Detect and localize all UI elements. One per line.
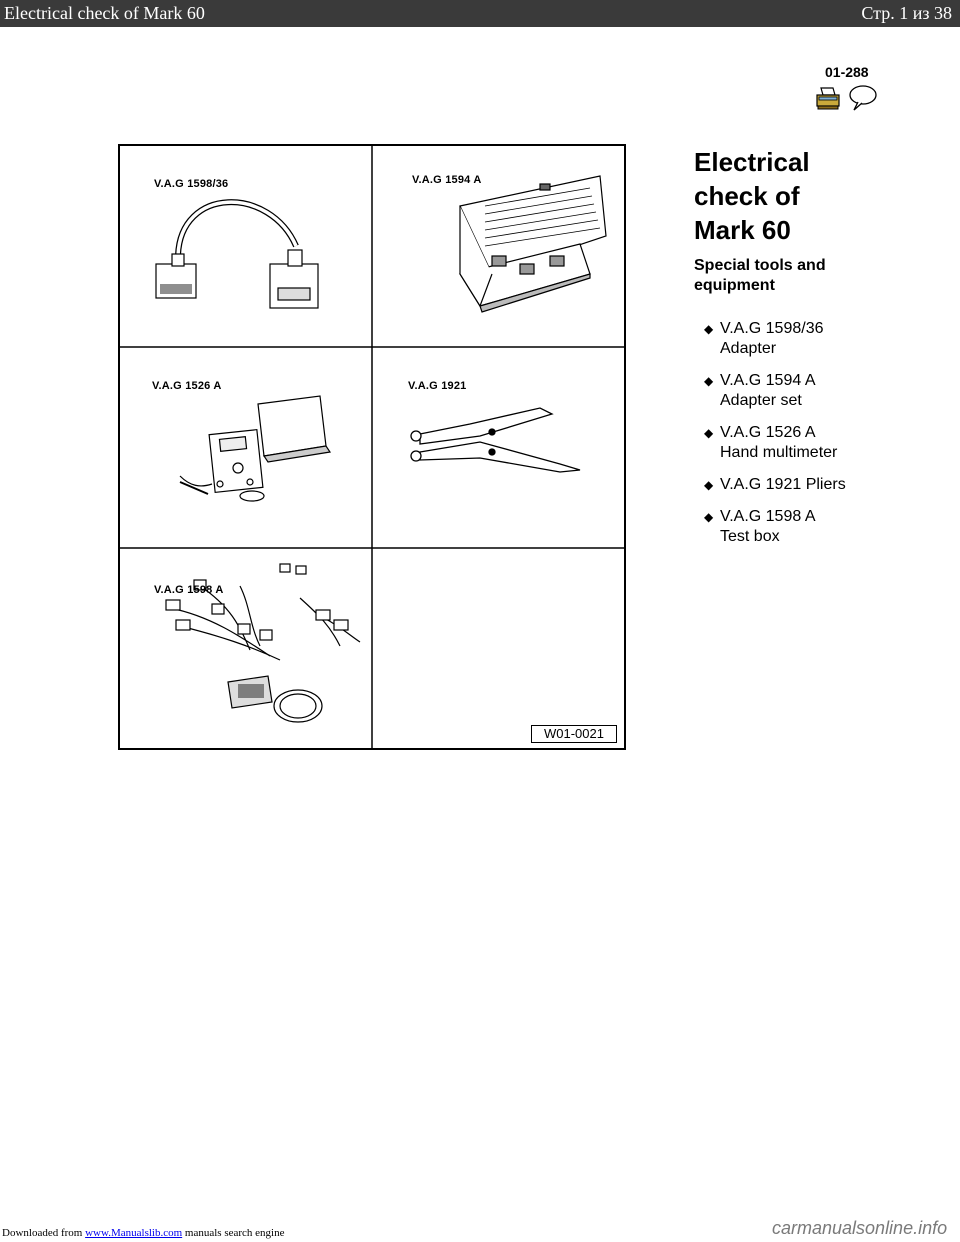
list-item: ◆ V.A.G 1594 A Adapter set — [704, 372, 816, 409]
diamond-bullet-icon: ◆ — [704, 322, 714, 336]
tools-list — [704, 319, 904, 559]
page-indicator: Стр. 1 из 38 — [861, 3, 952, 23]
multimeter-drawing — [180, 396, 330, 501]
figure-label: V.A.G 1526 A — [152, 380, 222, 392]
section-heading: Special tools and equipment — [694, 257, 826, 294]
list-item: ◆ V.A.G 1598 A Test box — [704, 508, 816, 545]
diamond-bullet-icon: ◆ — [704, 426, 714, 440]
diamond-bullet-icon: ◆ — [704, 478, 714, 492]
adapter-cable-drawing — [156, 202, 318, 308]
title-bar — [0, 0, 960, 27]
figure-label: V.A.G 1594 A — [412, 174, 482, 186]
page-code: 01-288 — [825, 64, 869, 80]
download-footer: Downloaded from www.Manualslib.com manuals search engine — [2, 1227, 285, 1239]
manualslib-link[interactable]: www.Manualslib.com — [85, 1227, 183, 1239]
tools-illustration — [120, 146, 624, 748]
figure-label: V.A.G 1598 A — [154, 584, 224, 596]
page-title: Electrical check of Mark 60 — [694, 147, 810, 245]
printer-icon[interactable] — [815, 86, 841, 110]
figure-label: V.A.G 1921 — [408, 380, 467, 392]
window-title: Electrical check of Mark 60 — [4, 3, 205, 23]
list-item: ◆ V.A.G 1526 A Hand multimeter — [704, 424, 838, 461]
pliers-drawing — [411, 408, 580, 472]
figure-code: W01-0021 — [531, 725, 617, 743]
diamond-bullet-icon: ◆ — [704, 374, 714, 388]
adapter-set-case-drawing — [460, 176, 606, 312]
tools-figure — [118, 144, 626, 750]
diamond-bullet-icon: ◆ — [704, 510, 714, 524]
speech-bubble-icon[interactable] — [848, 84, 878, 112]
list-item: ◆ V.A.G 1598/36 Adapter — [704, 320, 824, 357]
figure-label: V.A.G 1598/36 — [154, 178, 229, 190]
watermark: carmanualsonline.info — [772, 1218, 948, 1238]
list-item: ◆ V.A.G 1921 Pliers — [704, 476, 846, 493]
